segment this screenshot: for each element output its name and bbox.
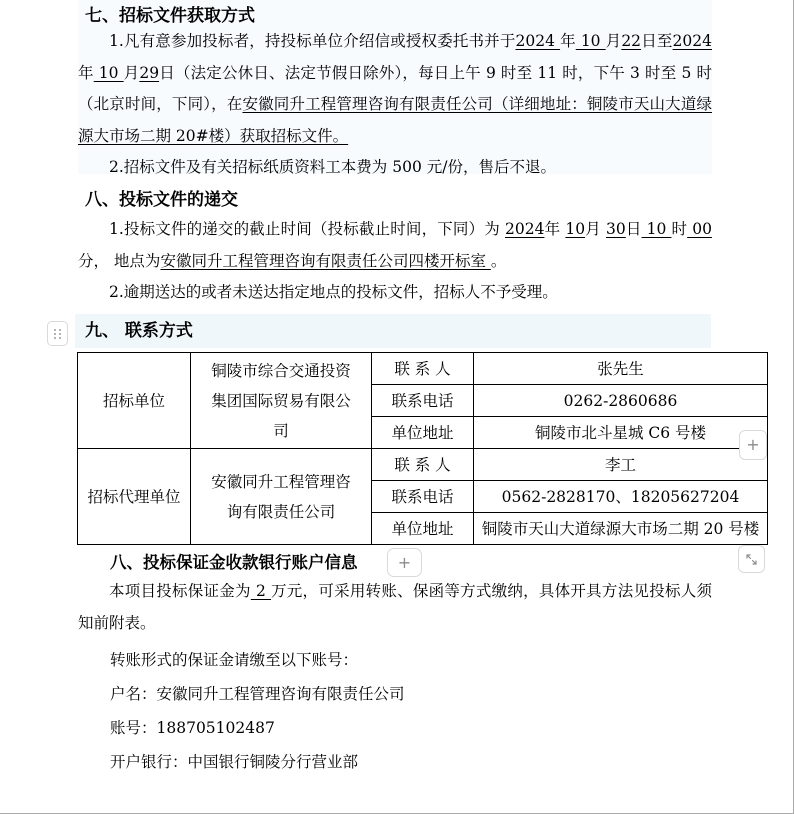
add-block-button[interactable]: + [387,548,422,577]
s8b-paragraph-1: 本项目投标保证金为 2 万元，可采用转账、保函等方式缴纳，具体开具方法见投标人须知前附表。 [78,582,712,632]
grip-dots-icon [54,329,61,339]
cell-role-agent: 招标代理单位 [78,449,191,545]
cell-label: 单位地址 [372,417,474,449]
section-9-highlight-band [75,314,711,348]
drag-handle-icon[interactable] [47,321,68,346]
cell-value: 铜陵市北斗星城 C6 号楼 [474,417,768,449]
cell-label: 联 系 人 [372,449,474,481]
s8-paragraph-1: 1.投标文件的递交的截止时间（投标截止时间，下同）为 2024年 10月 30日 10 时 00分， 地点为安徽同升工程管理咨询有限责任公司四楼开标室 。 [78,220,712,270]
account-number-line: 账号：188705102487 [110,719,275,737]
account-name-line: 户名：安徽同升工程管理咨询有限责任公司 [110,685,405,703]
cell-value: 0562-2828170、18205627204 [474,481,768,513]
cell-label: 单位地址 [372,513,474,545]
cell-value: 张先生 [474,353,768,385]
cell-label: 联系电话 [372,385,474,417]
section-8b-heading: 八、投标保证金收款银行账户信息 [110,553,358,572]
expand-button[interactable] [738,545,765,573]
section-7-heading: 七、招标文件获取方式 [85,6,255,26]
s8b-paragraph-2: 转账形式的保证金请缴至以下账号： [110,651,359,669]
cell-value: 0262-2860686 [474,385,768,417]
cell-value: 铜陵市天山大道绿源大市场二期 20 号楼 [474,513,768,545]
contact-table [77,352,768,545]
bank-name-line: 开户银行：中国银行铜陵分行营业部 [110,753,359,771]
cell-org-agent: 安徽同升工程管理咨询有限责任公司 [191,449,372,545]
s7-paragraph-2: 2.招标文件及有关招标纸质资料工本费为 500 元/份，售后不退。 [109,158,556,176]
cell-value: 李工 [474,449,768,481]
section-8-heading: 八、投标文件的递交 [85,190,238,210]
table-row [78,353,768,385]
add-table-row-button[interactable]: + [739,430,767,460]
cell-label: 联 系 人 [372,353,474,385]
s7-paragraph-1: 1.凡有意参加投标者，持投标单位介绍信或授权委托书并于2024 年 10 月22日至2024年 10 月29日（法定公休日、法定节假日除外），每日上午 9 时至 11 时，下午 3 时至 5 时（北京时间，下同），在安徽同升工程管理咨询有限责任公司（详细地址：铜陵市天山大道绿源大市场二期 20#楼）获取招标文件。 [78,32,712,145]
s8-paragraph-2: 2.逾期送达的或者未送达指定地点的投标文件，招标人不予受理。 [109,283,558,301]
section-9-heading: 九、 联系方式 [85,321,193,341]
cell-role-bidder: 招标单位 [78,353,191,449]
cell-label: 联系电话 [372,481,474,513]
table-row [78,449,768,481]
expand-icon [745,553,758,566]
cell-org-bidder: 铜陵市综合交通投资集团国际贸易有限公司 [191,353,372,449]
